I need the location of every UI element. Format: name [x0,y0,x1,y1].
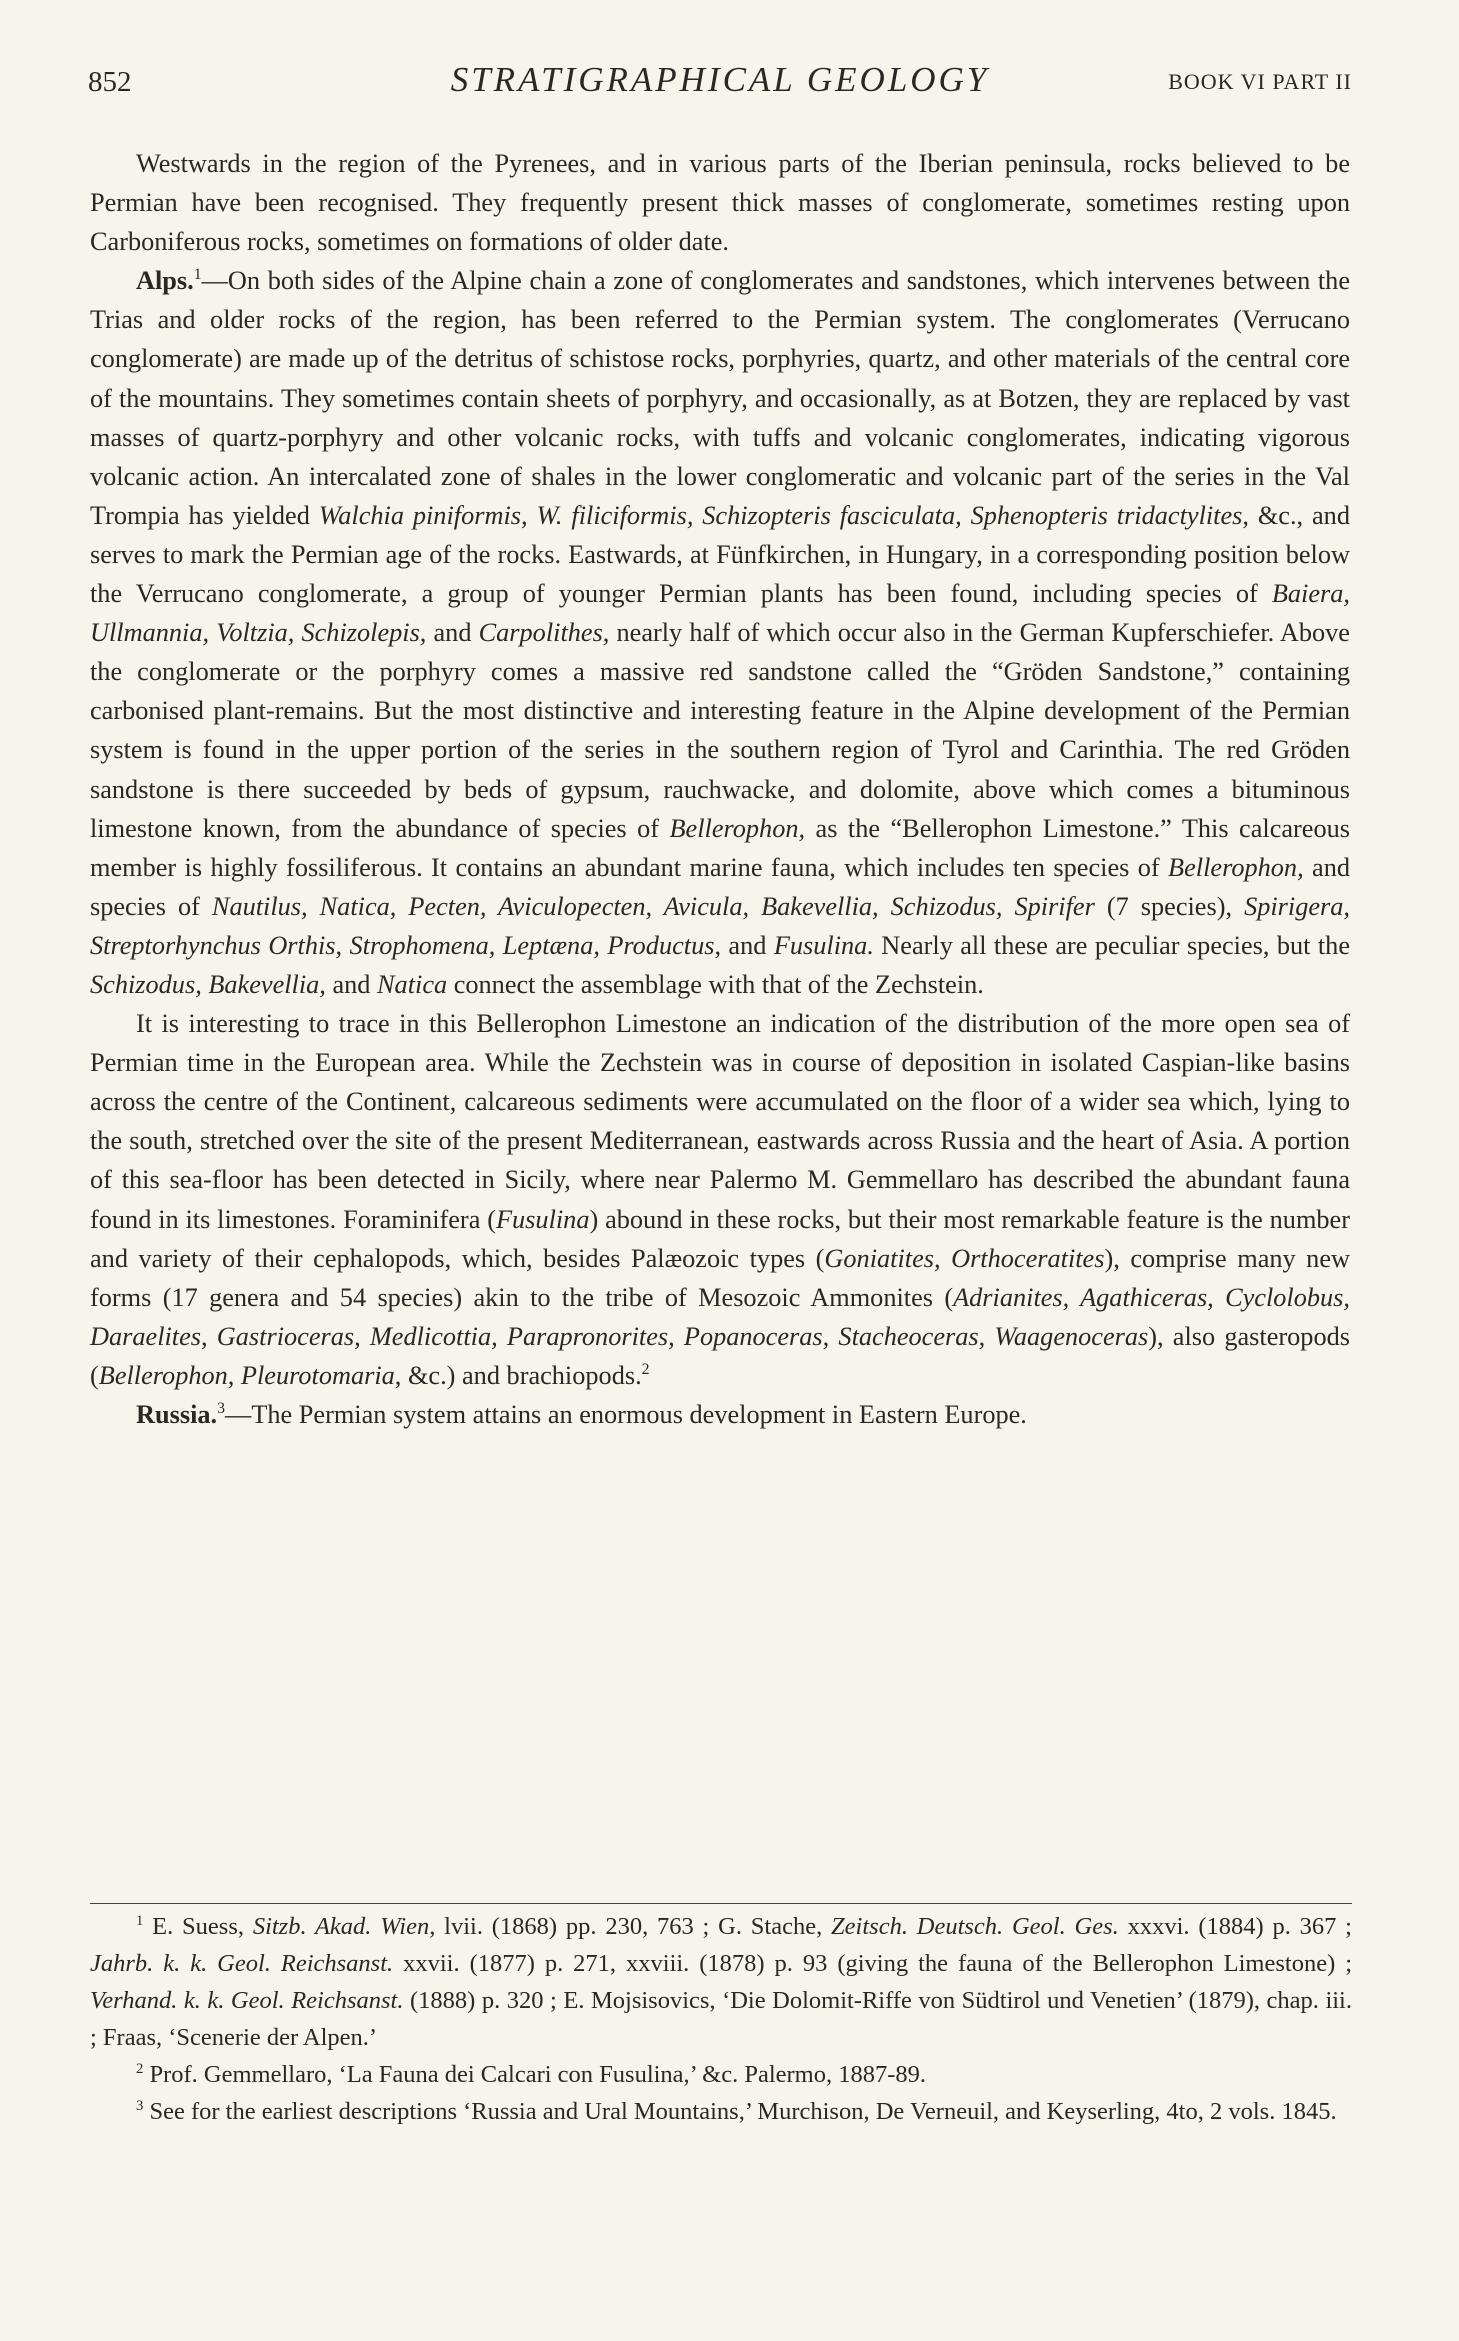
running-title: STRATIGRAPHICAL GEOLOGY [450,60,990,99]
paragraph-pyrenees: Westwards in the region of the Pyrenees, and in various parts of the Iberian peninsula, rocks believed to be Permian have been recognised. They frequently present thick masses of conglomerate, sometimes resting upon Carboniferous rocks, sometimes on formations of older date. [90,149,1350,257]
footnote-3: $^3$ See for the earliest descriptions ‘Russia and Ural Mountains,’ Murchison, De Verneuil, and Keyserling, 4to, 2 vols. 1845. [136,2097,1337,2125]
footnote-2: $^2$ Prof. Gemmellaro, ‘La Fauna dei Calcari con Fusulina,’ &c. Palermo, 1887-89. [136,2060,927,2088]
side-heading-alps: Alps. [136,266,194,296]
paragraph-bellerophon-limestone: It is interesting to trace in this Bellerophon Limestone an indication of the distribution of the more open sea of Permian time in the European area. While the Zechstein was in course of deposition in isolated Caspian-like basins across the centre of the Continent, calcareous sediments were accumulated on the floor of a wider sea which, lying to the south, stretched over the site of the present Mediterranean, eastwards across Russia and the heart of Asia. A portion of this sea-floor has been detected in Sicily, where near Palermo M. Gemmellaro has described the abundant fauna found in its limestones. Foraminifera (Fusulina) abound in these rocks, but their most remarkable feature is the number and variety of their cephalopods, which, besides Palæozoic types (Goniatites, Orthoceratites), comprise many new forms (17 genera and 54 species) akin to the tribe of Mesozoic Ammonites (Adrianites, Agathiceras, Cyclolobus, Daraelites, Gastrioceras, Medlicottia, Parapronorites, Popanoceras, Stacheoceras, Waagenoceras), also gasteropods (Bellerophon, Pleurotomaria, &c.) and brachiopods.$^2$ [90,1009,1350,1390]
side-heading-russia: Russia. [136,1400,218,1429]
footnote-1: $^1$ E. Suess, Sitzb. Akad. Wien, lvii. (1868) pp. 230, 763 ; G. Stache, Zeitsch. Deutsch. Geol. Ges. xxxvi. (1884) p. 367 ; Jahrb. k. k. Geol. Reichsanst. xxvii. (1877) p. 271, xxviii. (1878) p. 93 (giving the fauna of the Bellerophon Limestone) ; Verhand. k. k. Geol. Reichsanst. (1888) p. 320 ; E. Mojsisovics, ‘Die Dolomit-Riffe von Südtirol und Venetien’ (1879), chap. iii. ; Fraas, ‘Scenerie der Alpen.’ [90,1912,1352,2051]
footnote-ref-3: 3 [217,1400,226,1418]
page-number: 852 [88,66,132,98]
paragraph-russia: Russia.$^3$—The Permian system attains an enormous development in Eastern Europe. [136,1400,1027,1429]
paragraph-alps: Alps.$^1$—On both sides of the Alpine chain a zone of conglomerates and sandstones, which intervenes between the Trias and older rocks of the region, has been referred to the Permian system. The conglomerates (Verrucano conglomerate) are made up of the detritus of schistose rocks, porphyries, quartz, and other materials of the central core of the mountains. They sometimes contain sheets of porphyry, and occasionally, as at Botzen, they are replaced by vast masses of quartz-porphyry and other volcanic rocks, with tuffs and volcanic conglomerates, indicating vigorous volcanic action. An intercalated zone of shales in the lower conglomeratic and volcanic part of the series in the Val Trompia has yielded Walchia piniformis, W. filiciformis, Schizopteris fasciculata, Sphenopteris tridactylites, &c., and serves to mark the Permian age of the rocks. Eastwards, at Fünfkirchen, in Hungary, in a corresponding position below the Verrucano conglomerate, a group of younger Permian plants has been found, including species of Baiera, Ullmannia, Voltzia, Schizolepis, and Carpolithes, nearly half of which occur also in the German Kupferschiefer. Above the conglomerate or the porphyry comes a massive red sandstone called the “Gröden Sandstone,” containing carbonised plant-remains. But the most distinctive and interesting feature in the Alpine development of the Permian system is found in the upper portion of the series in the southern region of Tyrol and Carinthia. The red Gröden sandstone is there succeeded by beds of gypsum, rauchwacke, and dolomite, above which comes a bituminous limestone known, from the abundance of species of Bellerophon, as the “Bellerophon Limestone.” This calcareous member is highly fossiliferous. It contains an abundant marine fauna, which includes ten species of Bellerophon, and species of Nautilus, Natica, Pecten, Aviculopecten, Avicula, Bakevellia, Schizodus, Spirifer (7 species), Spirigera, Streptorhynchus Orthis, Strophomena, Leptæna, Productus, and Fusulina. Nearly all these are peculiar species, but the Schizodus, Bakevellia, and Natica connect the assemblage with that of the Zechstein. [90,266,1350,999]
footnote-ref-2: 2 [641,1361,650,1379]
body-text [90,144,1350,1434]
footnotes [90,1908,1352,2130]
page-header [88,60,1352,110]
footnote-ref-1: 1 [193,266,202,284]
footnote-divider [90,1903,1352,1904]
book-reference: BOOK VI PART II [1168,69,1352,94]
